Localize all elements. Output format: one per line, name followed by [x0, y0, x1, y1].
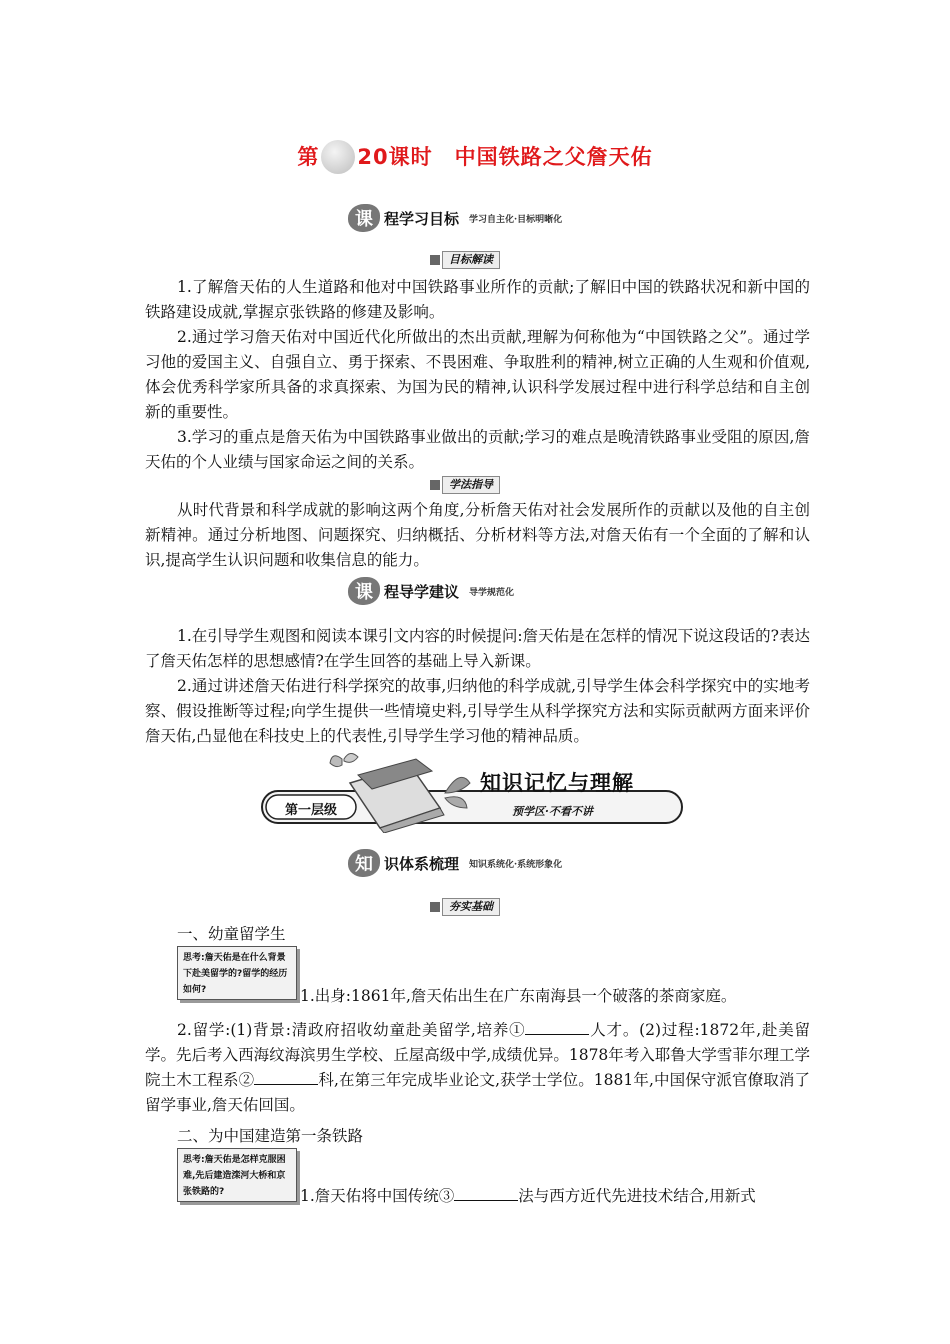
- guide-item: 2.通过讲述詹天佑进行科学探究的故事,归纳他的科学成就,引导学生体会科学探究中的实地考察、假设推断等过程;向学生提供一些情境史料,引导学生从科学探究方法和实际贡献两方面来评价詹天佑,凸显他在科技史上的代表性,引导学生学习他的精神品质。: [145, 677, 810, 745]
- section-badge: 知: [348, 849, 380, 877]
- tag-label: 夯实基础: [442, 898, 500, 916]
- guide-item: 1.在引导学生观图和阅读本课引文内容的时候提问:詹天佑是在怎样的情况下说这段话的?表达了詹天佑怎样的思想感情?在学生回答的基础上导入新课。: [145, 627, 810, 670]
- guide-text: [145, 624, 810, 749]
- title-lesson: 20课时: [357, 145, 433, 169]
- section-banner-goals: [348, 203, 600, 233]
- section-title: 程学习目标: [384, 209, 460, 228]
- study-text: [145, 1018, 810, 1118]
- section-banner-knowledge: [348, 848, 608, 878]
- method-text: [145, 498, 810, 573]
- section-badge: 课: [348, 577, 380, 605]
- tag-method: [430, 475, 500, 495]
- title-name: 中国铁路之父詹天佑: [454, 145, 653, 169]
- level-subtitle: 预学区·不看不讲: [512, 805, 593, 818]
- section-subtitle: 导学规范化: [469, 587, 515, 598]
- tag-foundation: [430, 897, 500, 917]
- butterfly-icon: [330, 753, 358, 766]
- study-part-a: 2.留学:(1)背景:清政府招收幼童赴美留学,培养①: [177, 1021, 526, 1039]
- tag-label: 学法指导: [442, 476, 500, 494]
- study-part-b: 人才。(2)过程:1872年,赴美留学。先后考入西海纹海滨男生学校、丘屋高级中学,成绩优异。1878年考入耶鲁大学雪菲尔理工学院土木工程系②: [145, 1021, 810, 1089]
- blank-2: [254, 1070, 318, 1085]
- blank-1: [525, 1020, 589, 1035]
- level-banner-graphic: [240, 753, 710, 833]
- heading-child-students: 一、幼童留学生: [177, 925, 286, 943]
- section-title: 识体系梳理: [384, 854, 460, 873]
- level-name: 第一层级: [284, 803, 337, 818]
- title-prefix: 第: [297, 145, 320, 169]
- blank-3: [454, 1186, 518, 1201]
- build-part-b: 法与西方近代先进技术结合,用新式: [518, 1187, 756, 1205]
- build-text: [300, 1184, 756, 1208]
- goal-item: 1.了解詹天佑的人生道路和他对中国铁路事业所作的贡献;了解旧中国的铁路状况和新中国的铁路建设成就,掌握京张铁路的修建及影响。: [145, 278, 810, 321]
- section-badge: 课: [348, 204, 380, 232]
- section-subtitle: 知识系统化·系统形象化: [469, 859, 563, 870]
- tag-label: 目标解读: [442, 251, 500, 269]
- section-subtitle: 学习自主化·目标明晰化: [469, 214, 563, 225]
- level-banner: [240, 753, 710, 833]
- birth-text: 1.出身:1861年,詹天佑出生在广东南海县一个破落的茶商家庭。: [300, 987, 737, 1005]
- build-part-a: 1.詹天佑将中国传统③: [300, 1187, 455, 1205]
- goals-text: [145, 275, 810, 475]
- heading-first-railway: 二、为中国建造第一条铁路: [177, 1127, 364, 1145]
- think-box: 思考:詹天佑是在什么背景下赴美留学的?留学的经历如何?: [177, 946, 297, 1000]
- goal-item: 2.通过学习詹天佑对中国近代化所做出的杰出贡献,理解为何称他为“中国铁路之父”。通过学习他的爱国主义、自强自立、勇于探索、不畏困难、争取胜利的精神,树立正确的人生观和价值观,体会优秀科学家所具备的求真探索、为国为民的精神,认识科学发展过程中进行科学总结和自主创新的重要性。: [145, 328, 810, 421]
- think-box: 思考:詹天佑是怎样克服困难,先后建造滦河大桥和京张铁路的?: [177, 1148, 297, 1202]
- study-part-c: 科,在第三年完成毕业论文,获学士学位。1881年,中国保守派官僚取消了留学事业,詹天佑回国。: [145, 1071, 810, 1114]
- tag-goal-reading: [430, 250, 500, 270]
- section-banner-guide: [348, 576, 588, 606]
- page-title: [0, 140, 950, 174]
- section-title: 程导学建议: [384, 582, 460, 601]
- goal-item: 3.学习的重点是詹天佑为中国铁路事业做出的贡献;学习的难点是晚清铁路事业受阻的原因,詹天佑的个人业绩与国家命运之间的关系。: [145, 428, 810, 471]
- circle-icon: [321, 140, 355, 174]
- method-paragraph: 从时代背景和科学成就的影响这两个角度,分析詹天佑对社会发展所作的贡献以及他的自主创新精神。通过分析地图、问题探究、归纳概括、分析材料等方法,对詹天佑有一个全面的了解和认识,提高学生认识问题和收集信息的能力。: [145, 501, 810, 569]
- level-title: 知识记忆与理解: [480, 771, 634, 795]
